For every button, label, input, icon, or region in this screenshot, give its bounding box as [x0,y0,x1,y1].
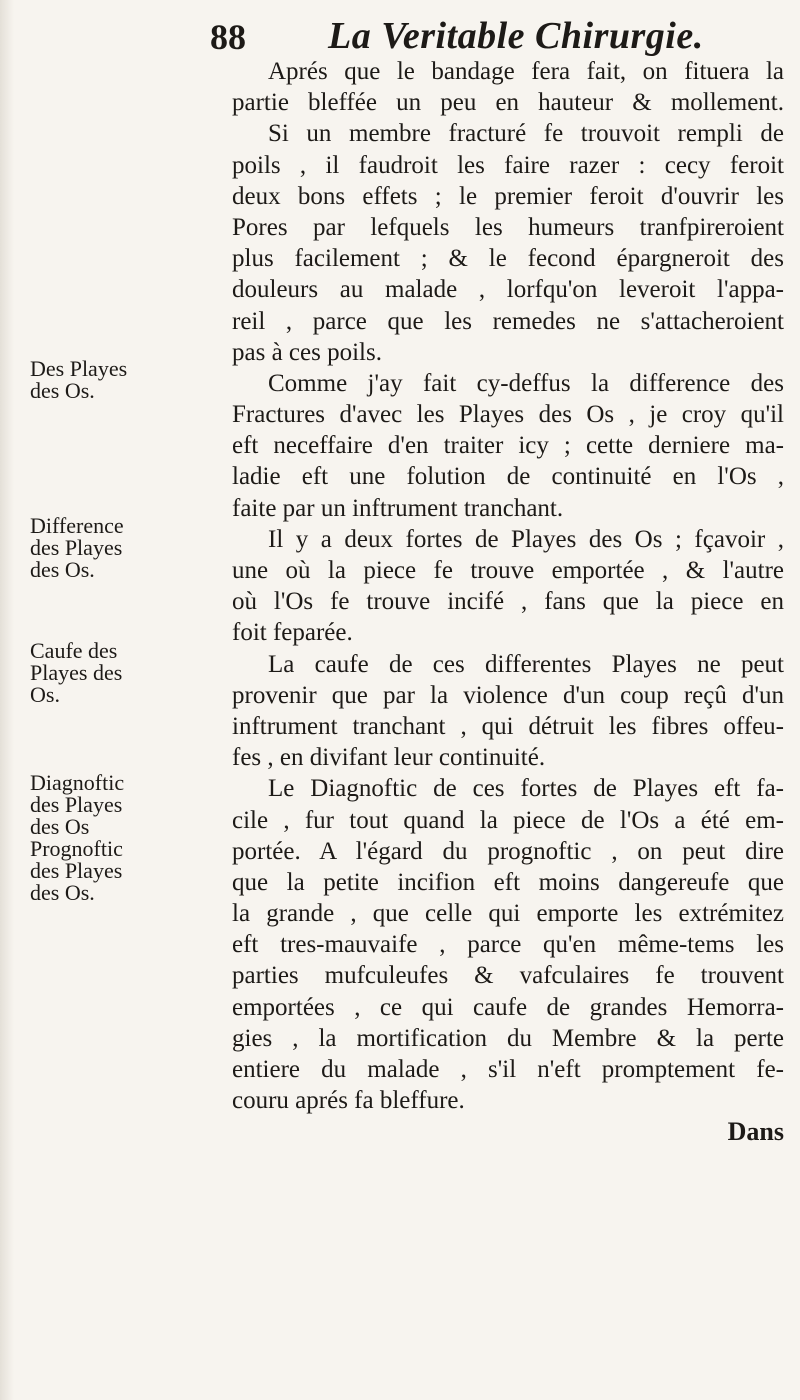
text-line: ladie eft une folution de continuité en l'Os , [232,463,784,491]
text-line: foit feparée. [232,619,353,647]
text-line: que la petite incifion eft moins dangereufe que [232,868,784,896]
body-text [232,56,784,1148]
text-line: partie bleffée un peu en hauteur & mollement. [232,89,784,117]
text-line: eft neceffaire d'en traiter icy ; cette derniere ma- [232,432,784,460]
text-line: faite par un inftrument tranchant. [232,494,564,522]
margin-note-line: Diagnoftic [30,770,125,795]
text-line: Le Diagnoftic de ces fortes de Playes eft fa- [268,775,784,803]
text-line: inftrument tranchant , qui détruit les fibres offeu- [232,712,784,740]
text-line: douleurs au malade , lorfqu'on leveroit l'appa- [232,276,784,304]
text-line: fes , en divifant leur continuité. [232,744,546,772]
text-line: emportées , ce qui caufe de grandes Hemorra- [232,993,784,1021]
margin-note-line: Playes des [30,660,123,685]
text-line: deux bons effets ; le premier feroit d'ouvrir les [232,182,784,210]
margin-note-line: Des Playes [30,356,128,381]
text-line: La caufe de ces differentes Playes ne peut [268,650,784,678]
text-line: plus facilement ; & le fecond épargneroit des [232,245,784,273]
text-line: gies , la mortification du Membre & la perte [232,1024,784,1052]
text-line: où l'Os fe trouve incifé , fans que la piece en [232,588,784,616]
margin-note-difference [30,515,220,581]
margin-note-diagnoftic [30,772,220,904]
running-title: La Veritable Chirurgie. [328,15,704,57]
margin-note-line: des Os [30,814,90,839]
text-line: parties mufculeufes & vafculaires fe trouvent [232,962,784,990]
text-line: portée. A l'égard du prognoftic , on peut dire [232,837,784,865]
margin-note-line: des Os. [30,378,95,403]
text-line: Il y a deux fortes de Playes des Os ; fçavoir , [268,525,784,553]
margin-note-line: Caufe des [30,638,118,663]
text-line: poils , il faudroit les faire razer : cecy feroit [232,151,784,179]
text-line: la grande , que celle qui emporte les extrémitez [232,900,784,928]
margin-note-line: des Playes [30,858,123,883]
margin-note-line: Os. [30,682,60,707]
text-line: eft tres-mauvaife , parce qu'en même-tems les [232,931,784,959]
margin-note-line: des Playes [30,792,123,817]
margin-note-caufe [30,640,220,706]
text-line: pas à ces poils. [232,338,382,366]
margin-notes [0,0,220,1400]
text-line: entiere du malade , s'il n'eft promptement fe- [232,1056,784,1083]
text-line: Comme j'ay fait cy-deffus la difference des [268,369,784,397]
margin-note-line: Difference [30,513,124,538]
text-line: provenir que par la violence d'un coup reçû d'un [232,681,784,709]
margin-note-line: des Os. [30,557,95,582]
page-number: 88 [210,17,246,57]
margin-note-line: des Os. [30,880,95,905]
catchword: Dans [727,1117,784,1147]
margin-note-line: Prognoftic [30,836,123,861]
text-line: Pores par lefquels les humeurs tranfpireroient [232,213,784,241]
text-line: couru aprés fa bleffure. [232,1087,465,1115]
text-line: Si un membre fracturé fe trouvoit rempli de [268,120,784,148]
text-line: cile , fur tout quand la piece de l'Os a été em- [232,806,784,834]
text-line: Fractures d'avec les Playes des Os , je croy qu'il [232,401,784,429]
text-line: reil , parce que les remedes ne s'attacheroient [232,307,784,335]
margin-note-playes-des-os [30,358,220,402]
text-line: une où la piece fe trouve emportée , & l'autre [232,557,784,584]
text-line: Aprés que le bandage fera fait, on fituera la [268,58,784,85]
margin-note-line: des Playes [30,535,123,560]
